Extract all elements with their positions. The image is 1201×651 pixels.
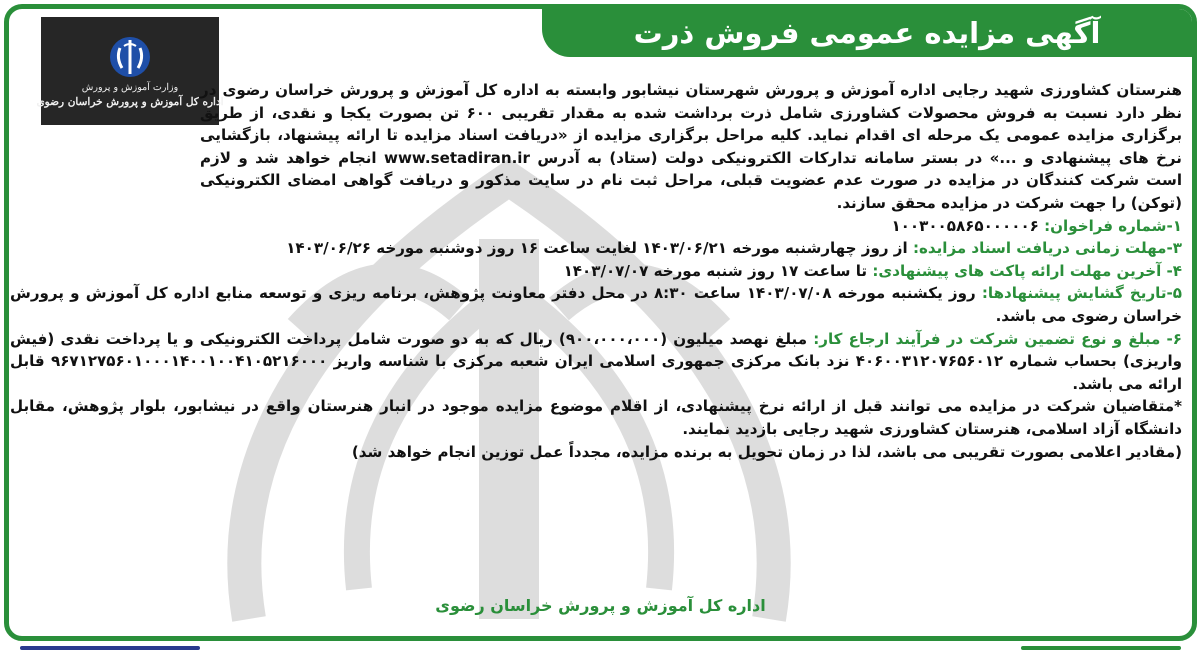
intro-text-2: انجام خواهد شد و لازم است شرکت کنندگان در مزایده در صورت عدم عضویت قبلی، مراحل ثبت نام در سایت مذکور و دریافت گواهی امضای الکترونیکی (توکن) را جهت شرکت در مزایده محقق سازند. (200, 148, 1182, 212)
title-banner (542, 9, 1192, 57)
logo-ministry-text: وزارت آموزش و پرورش (81, 82, 179, 93)
signature: اداره کل آموزش و پرورش خراسان رضوی (435, 596, 766, 615)
item-text: روز یکشنبه مورخه ۱۴۰۳/۰۷/۰۸ ساعت ۸:۳۰ در محل دفتر معاونت پژوهش، برنامه ریزی و توسعه منابع اداره کل آموزش و پرورش خراسان رضوی می باشد. (10, 284, 1182, 325)
item-text: ۱۰۰۳۰۰۵۸۶۵۰۰۰۰۰۶ (891, 216, 1039, 235)
item-text: مبلغ نهصد میلیون (۹۰۰،۰۰۰،۰۰۰) ریال که به دو صورت شامل پرداخت الکترونیکی و یا پرداخت نقدی (فیش واریزی) بحساب شماره ۴۰۶۰۰۳۱۲۰۷۶۵۶۰۱۲ نزد بانک مرکزی جمهوری اسلامی ایران شعبه مرکزی با شناسه واریز ۹۶۷۱۲۷۵۶۰۱۰۰۰۱۴۰۰۱۰۰۴۱۰۵۲۱۶۰۰۰ قابل ارائه می باشد. (10, 329, 1182, 393)
website-link[interactable]: www.setadiran.ir (384, 148, 530, 167)
item-label: ۳-مهلت زمانی دریافت اسناد مزایده: (912, 239, 1182, 258)
intro-text-1: هنرستان کشاورزی شهید رجایی اداره آموزش و پرورش شهرستان نیشابور وابسته به اداره کل آموزش و پرورش خراسان رضوی در نظر دارد نسبت به فروش محصولات کشاورزی شامل ذرت برداشت شده به مقدار تقریبی ۶۰۰ تن بصورت یکجا و نقدی، از طریق برگزاری مزایده عمومی یک مرحله ای اقدام نماید. کلیه مراحل برگزاری مزایده از «دریافت اسناد مزایده تا ارائه پیشنهاد، بازگشایی نرخ های پیشنهادی و ...» در بستر سامانه تدارکات الکترونیکی دولت (ستاد) به آدرس (200, 81, 1182, 167)
item-label: ۵-تاریخ گشایش پیشنهادها: (981, 284, 1182, 303)
page-title: آگهی مزایده عمومی فروش ذرت (633, 16, 1101, 50)
bottom-strip (0, 645, 1201, 651)
list-item (10, 260, 1182, 283)
list-item (10, 215, 1182, 238)
divider (1021, 646, 1181, 650)
logo-department-text: اداره کل آموزش و پرورش خراسان رضوی (36, 96, 224, 108)
item-label: ۴- آخرین مهلت ارائه پاکت های پیشنهادی: (872, 261, 1182, 280)
item-label: ۱-شماره فراخوان: (1044, 216, 1182, 235)
list-item (10, 328, 1182, 396)
emblem-icon (108, 34, 152, 80)
intro-paragraph (10, 79, 1182, 215)
item-text: تا ساعت ۱۷ روز شنبه مورخه ۱۴۰۳/۰۷/۰۷ (563, 261, 868, 280)
notice-frame (4, 4, 1197, 641)
list-item (10, 237, 1182, 260)
item-text: از روز چهارشنبه مورخه ۱۴۰۳/۰۶/۲۱ لغایت ساعت ۱۶ روز دوشنبه مورخه ۱۴۰۳/۰۶/۲۶ (286, 239, 908, 258)
notice-body (10, 79, 1182, 463)
item-label: ۶- مبلغ و نوع تضمین شرکت در فرآیند ارجاع کار: (813, 329, 1182, 348)
visit-note: *متقاضیان شرکت در مزایده می توانند قبل از ارائه نرخ پیشنهادی، از اقلام موضوع مزایده موجود در انبار هنرستان واقع در نیشابور، بلوار پژوهش، مقابل دانشگاه آزاد اسلامی، هنرستان کشاورزی شهید رجایی بازدید نمایند. (10, 397, 1182, 438)
divider (20, 646, 200, 650)
quantity-note: (مقادیر اعلامی بصورت تقریبی می باشد، لذا در زمان تحویل به برنده مزایده، مجدداً عمل توزین انجام خواهد شد) (351, 442, 1182, 461)
list-item (10, 282, 1182, 327)
